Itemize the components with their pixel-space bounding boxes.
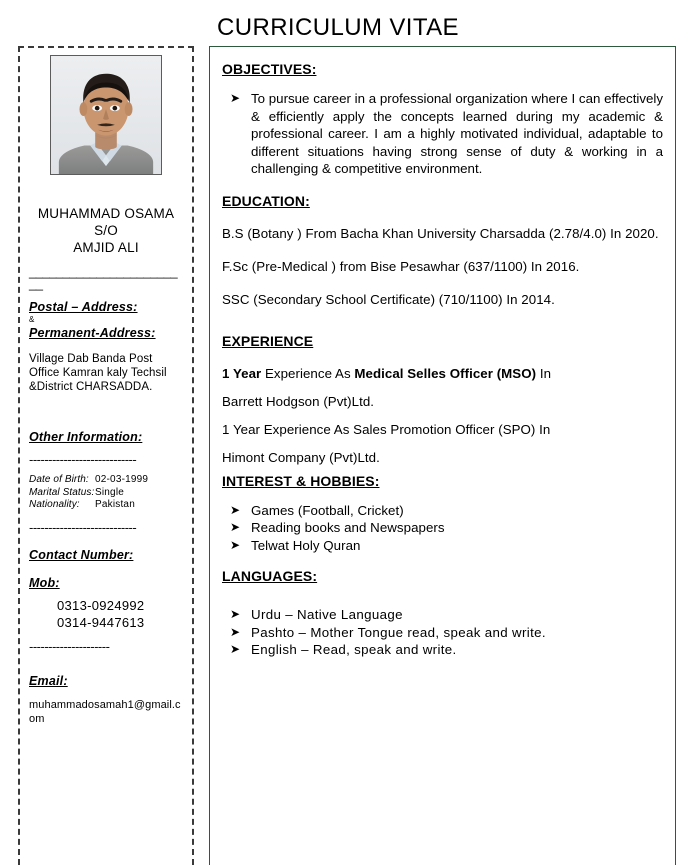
language-text: English – Read, speak and write. [251, 642, 457, 657]
list-item [222, 624, 663, 642]
interest-text: Telwat Holy Quran [251, 537, 361, 553]
marital-status-label: Marital Status: [29, 486, 95, 498]
divider-3: ---------------------------- [29, 519, 137, 535]
experience-entry-1-line-1 [222, 360, 663, 388]
experience-heading: EXPERIENCE [222, 332, 314, 349]
postal-address-label: Postal – Address: [29, 300, 138, 314]
arrow-bullet-icon: ➤ [230, 91, 241, 105]
phone-number-list [57, 597, 183, 631]
divider-2: ---------------------------- [29, 452, 137, 467]
main-content-panel [209, 46, 676, 865]
experience-connector: Experience As [261, 365, 355, 381]
education-heading: EDUCATION: [222, 192, 310, 209]
phone-number-secondary: 0314-9447613 [57, 614, 145, 630]
experience-role: Medical Selles Officer (MSO) [354, 365, 537, 381]
objective-text: To pursue career in a professional organization where I can effectively & efficiently apply the concepts learned during my academic & professional career. I am a highly motivated individual, adaptable to different situations having strong sense of duty & working in a challenging & competitive environment. [251, 91, 663, 176]
candidate-name-block [29, 205, 183, 256]
arrow-bullet-icon: ➤ [230, 502, 241, 517]
language-text: Pashto – Mother Tongue read, speak and write. [251, 624, 546, 640]
education-entry: SSC (Secondary School Certificate) (710/1100) In 2014. [222, 291, 555, 307]
list-item [222, 537, 663, 555]
table-row [29, 487, 183, 500]
dob-label: Date of Birth: [29, 474, 89, 485]
education-entry: F.Sc (Pre-Medical ) from Bise Pesawhar (637/1100) In 2016. [222, 258, 580, 274]
interest-text: Games (Football, Cricket) [251, 502, 404, 518]
table-row [29, 474, 183, 487]
other-information-label: Other Information: [29, 430, 143, 444]
arrow-bullet-icon: ➤ [230, 520, 241, 534]
personal-details-table [29, 474, 183, 512]
languages-heading: LANGUAGES: [222, 568, 318, 584]
arrow-bullet-icon: ➤ [230, 624, 241, 639]
divider-1: ________________________ [29, 264, 178, 291]
spacer [29, 394, 183, 420]
mobile-label: Mob: [29, 575, 60, 590]
language-text: Urdu – Native Language [251, 607, 403, 622]
arrow-bullet-icon: ➤ [230, 642, 241, 656]
list-item [222, 519, 663, 537]
experience-duration: 1 Year [222, 365, 262, 381]
portrait-photo-icon [51, 56, 161, 174]
interests-list [222, 502, 663, 555]
list-item [222, 641, 663, 659]
experience-entry-2-line-1: 1 Year Experience As Sales Promotion Officer (SPO) In [222, 421, 551, 437]
languages-list [222, 606, 663, 659]
email-value: muhammadosamah1@gmail.com [29, 698, 181, 725]
experience-in-word: In [536, 365, 552, 381]
nationality-label: Nationality: [29, 499, 80, 510]
arrow-bullet-icon: ➤ [230, 607, 241, 621]
experience-entry-2-line-2: Himont Company (Pvt)Ltd. [222, 449, 380, 465]
candidate-name: MUHAMMAD OSAMA [37, 206, 175, 221]
address-text: Village Dab Banda Post Office Kamran kaly Techsil &District CHARSADDA. [29, 353, 167, 393]
list-item [222, 502, 663, 520]
contact-number-label: Contact Number: [29, 547, 134, 562]
sidebar-panel [18, 46, 194, 865]
marital-status-value: Single [95, 486, 124, 498]
interests-heading: INTEREST & HOBBIES: [222, 472, 380, 489]
dob-value: 02-03-1999 [95, 474, 149, 485]
page-title: CURRICULUM VITAE [217, 14, 459, 41]
candidate-relation: S/O [94, 223, 118, 238]
email-label: Email: [29, 673, 68, 688]
objectives-list [222, 90, 663, 178]
objectives-heading: OBJECTIVES: [222, 61, 317, 77]
phone-number-primary: 0313-0924992 [57, 597, 145, 613]
permanent-address-label: Permanent-Address: [29, 326, 156, 340]
arrow-bullet-icon: ➤ [230, 537, 241, 552]
father-name: AMJID ALI [73, 240, 139, 255]
list-item [222, 606, 663, 624]
ampersand-label: & [29, 315, 35, 324]
experience-entry-1-line-2: Barrett Hodgson (Pvt)Ltd. [222, 393, 375, 409]
list-item [222, 90, 663, 178]
avatar [50, 55, 162, 175]
education-entry: B.S (Botany ) From Bacha Khan University Charsadda (2.78/4.0) In 2020. [222, 225, 659, 241]
table-row [29, 499, 183, 512]
divider-4: --------------------- [29, 638, 110, 654]
interest-text: Reading books and Newspapers [251, 520, 445, 535]
nationality-value: Pakistan [95, 499, 135, 510]
